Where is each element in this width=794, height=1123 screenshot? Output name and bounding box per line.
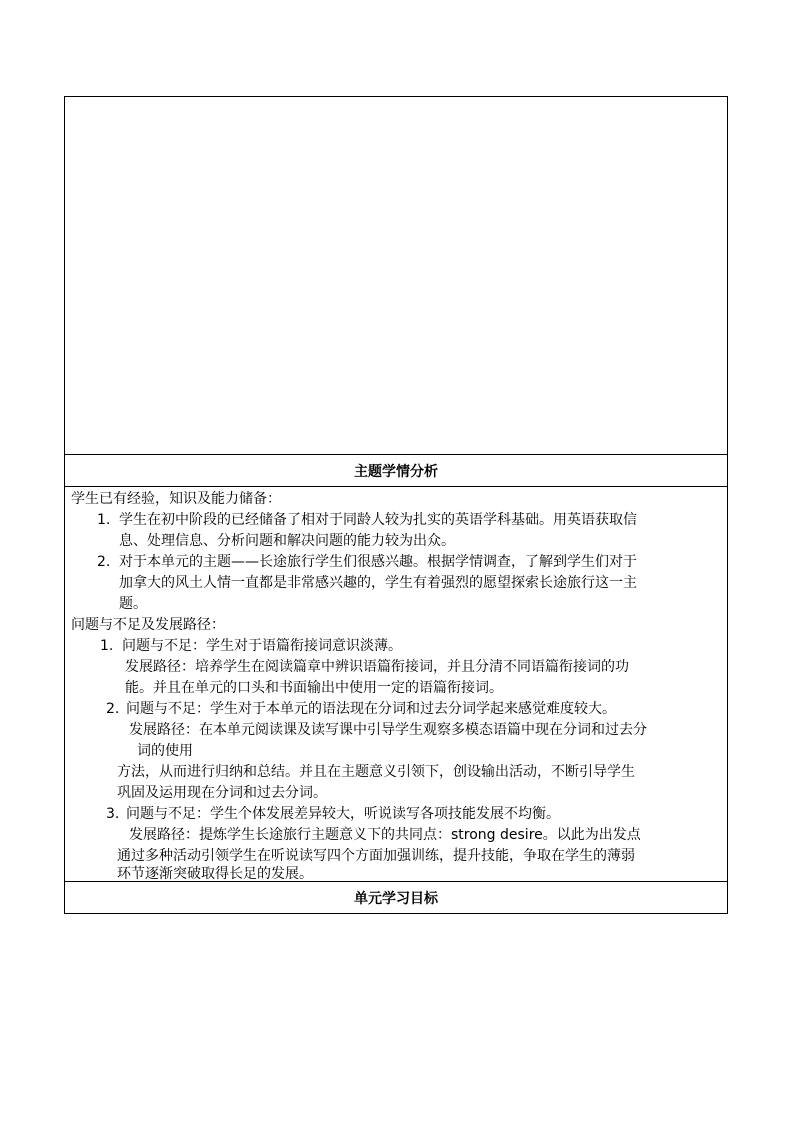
section-header-analysis: 主题学情分析 [65,455,727,487]
item-2-line-1: 对于本单元的主题——长途旅行学生们很感兴趣。根据学情调查，了解到学生们对于 [119,554,637,570]
item-1-number: 1. [97,512,111,528]
problem-2-path-line-3: 方法，从而进行归纳和总结。并且在主题意义引领下，创设输出活动，不断引导学生 [117,764,635,780]
problem-3-text: 问题与不足：学生个体发展差异较大，听说读写各项技能发展不均衡。 [126,806,560,822]
problem-2-path-line-2: 词的使用 [137,743,193,759]
blank-table-cell [65,97,727,455]
lesson-plan-table [64,96,728,914]
item-1-line-2: 息、处理信息、分析问题和解决问题的能力较为出众。 [119,533,455,549]
item-1-line-1: 学生在初中阶段的已经储备了相对于同龄人较为扎实的英语学科基础。用英语获取信 [119,512,637,528]
analysis-content-cell [65,487,727,882]
problem-2-path-line-4: 巩固及运用现在分词和过去分词。 [117,785,327,801]
problem-3-path-line-2: 通过多种活动引领学生在听说读写四个方面加强训练，提升技能，争取在学生的薄弱 [117,848,635,864]
problem-3-path-line-3: 环节逐渐突破取得长足的发展。 [117,866,313,882]
problem-1-text: 问题与不足：学生对于语篇衔接词意识淡薄。 [122,638,402,654]
problem-2-text: 问题与不足：学生对于本单元的语法现在分词和过去分词学起来感觉难度较大。 [126,701,616,717]
problem-3-path-line-1: 发展路径：提炼学生长途旅行主题意义下的共同点：strong desire。以此为出发点 [129,827,641,843]
item-2-line-3: 题。 [119,596,147,612]
problem-1-path-line-1: 发展路径：培养学生在阅读篇章中辨识语篇衔接词，并且分清不同语篇衔接词的功 [125,659,629,675]
problem-3-number: 3. [106,806,120,822]
problem-1-number: 1. [100,638,114,654]
item-2-line-2: 加拿大的风土人情一直都是非常感兴趣的，学生有着强烈的愿望探索长途旅行这一主 [119,575,637,591]
problem-2-number: 2. [106,701,120,717]
problems-heading: 问题与不足及发展路径： [71,617,225,633]
problem-2-path-line-1: 发展路径：在本单元阅读课及读写课中引导学生观察多模态语篇中现在分词和过去分 [129,722,647,738]
item-2-number: 2. [97,554,111,570]
section-header-goals: 单元学习目标 [354,890,438,907]
problem-1-path-line-2: 能。并且在单元的口头和书面输出中使用一定的语篇衔接词。 [125,680,503,696]
existing-experience-heading: 学生已有经验，知识及能力储备： [71,491,281,507]
